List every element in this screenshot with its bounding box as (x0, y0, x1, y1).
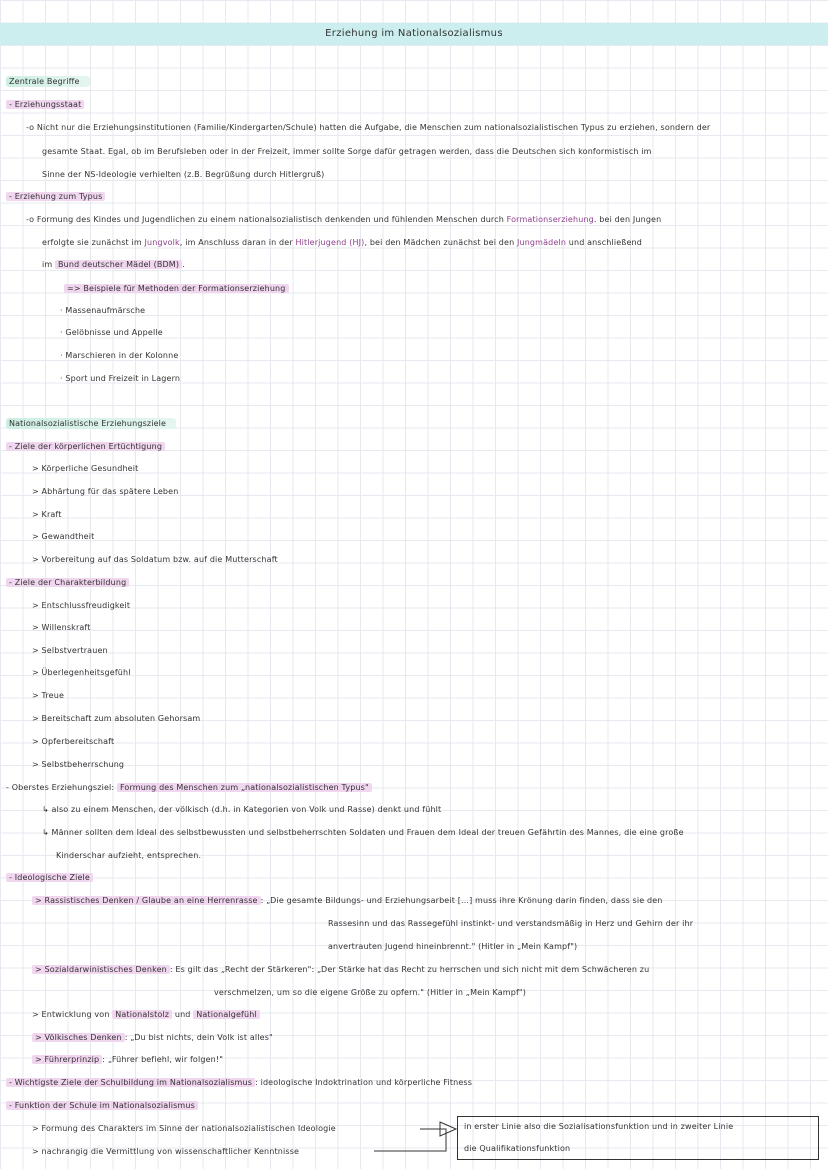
list-item: > Formung des Charakters im Sinne der nationalsozialistischen Ideologie (32, 1124, 336, 1133)
list-item: > Opferbereitschaft (32, 737, 115, 746)
text-line: -o Nicht nur die Erziehungsinstitutionen (Familie/Kindergarten/Schule) hatten die Aufgabe, die Menschen zum nationalsozialistischen Typus zu erziehen, sondern der (26, 123, 711, 132)
box-line: die Qualifikationsfunktion (464, 1144, 571, 1153)
list-item: · Marschieren in der Kolonne (60, 351, 179, 360)
bullet-charakterbildung: - Ziele der Charakterbildung (6, 577, 129, 589)
list-item: > Bereitschaft zum absoluten Gehorsam (32, 714, 201, 723)
list-item: · Sport und Freizeit in Lagern (60, 374, 181, 383)
box-line: in erster Linie also die Sozialisationsfunktion und in zweiter Linie (464, 1122, 734, 1131)
text-line: Sinne der NS-Ideologie verhielten (z.B. Begrüßung durch Hitlergruß) (42, 170, 325, 179)
text-line: > Führerprinzip : „Führer befiehl, wir folgen!" (32, 1054, 223, 1066)
list-item: > Treue (32, 691, 65, 700)
list-item: > Vorbereitung auf das Soldatum bzw. auf die Mutterschaft (32, 555, 278, 564)
text-line: anvertrauten Jugend hineinbrennt." (Hitler in „Mein Kampf") (328, 942, 578, 951)
bullet-schulbildung: - Wichtigste Ziele der Schulbildung im Nationalsozialismus : ideologische Indoktrination und körperliche Fitness (6, 1077, 472, 1089)
page-title: Erziehung im Nationalsozialismus (325, 28, 503, 39)
list-item: > Überlegenheitsgefühl (32, 668, 131, 677)
arrow-connector (370, 1118, 460, 1158)
list-item: · Gelöbnisse und Appelle (60, 328, 163, 337)
text-line: > Sozialdarwinistisches Denken : Es gilt das „Recht der Stärkeren": „Der Stärke hat das Recht zu herrschen und sich nicht mit dem Schwächeren zu (32, 964, 649, 976)
list-item: > Willenskraft (32, 623, 91, 632)
list-item: > Abhärtung für das spätere Leben (32, 487, 179, 496)
text-line: -o Formung des Kindes und Jugendlichen zu einem nationalsozialistisch denkenden und fühlenden Menschen durch Formationserziehung. bei den Jungen (26, 215, 662, 224)
bullet-ideologische-ziele: - Ideologische Ziele (6, 872, 93, 884)
bullet-oberstes-ziel: - Oberstes Erziehungsziel: Formung des Menschen zum „nationalsozialistischen Typus" (6, 782, 372, 794)
section-heading-erziehungsziele: Nationalsozialistische Erziehungsziele (6, 418, 176, 430)
list-item: · Massenaufmärsche (60, 306, 146, 315)
text-line: ↳ also zu einem Menschen, der völkisch (d.h. in Kategorien von Volk und Rasse) denkt und fühlt (42, 805, 442, 814)
list-item: > Selbstvertrauen (32, 646, 108, 655)
list-item: > Selbstbeherrschung (32, 760, 125, 769)
bullet-koerperliche-ertuechtigung: - Ziele der körperlichen Ertüchtigung (6, 441, 165, 453)
examples-label: => Beispiele für Methoden der Formationserziehung (64, 283, 289, 295)
bullet-erziehung-zum-typus: - Erziehung zum Typus (6, 191, 105, 203)
text-line: ↳ Männer sollten dem Ideal des selbstbewussten und selbstbeherrschten Soldaten und Frauen dem Ideal der treuen Gefährtin des Mannes, die eine große (42, 828, 684, 837)
list-item: > Körperliche Gesundheit (32, 464, 139, 473)
text-line: Kinderschar aufzieht, entsprechen. (56, 851, 202, 860)
text-line: > Entwicklung von Nationalstolz und Nationalgefühl (32, 1009, 260, 1021)
text-line: im Bund deutscher Mädel (BDM) . (42, 260, 185, 269)
text-line: > Völkisches Denken : „Du bist nichts, dein Volk ist alles" (32, 1032, 273, 1044)
section-heading-zentrale-begriffe: Zentrale Begriffe (6, 76, 90, 88)
text-line: erfolgte sie zunächst im Jungvolk, im Anschluss daran in der Hitlerjugend (HJ), bei den Mädchen zunächst bei den Jungmädeln und anschließend (42, 238, 643, 247)
bullet-erziehungsstaat: - Erziehungsstaat (6, 99, 84, 111)
list-item: > Gewandtheit (32, 532, 95, 541)
text-line: gesamte Staat. Egal, ob im Berufsleben oder in der Freizeit, immer sollte Sorge dafür getragen werden, dass die Deutschen sich konformistisch im (42, 147, 652, 156)
list-item: > Kraft (32, 510, 62, 519)
text-line: Rassesinn und das Rassegefühl instinkt- und verstandsmäßig in Herz und Gehirn der ihr (328, 919, 694, 928)
list-item: > Entschlussfreudigkeit (32, 601, 131, 610)
list-item: > nachrangig die Vermittlung von wissenschaftlicher Kenntnisse (32, 1147, 300, 1156)
text-line: > Rassistisches Denken / Glaube an eine Herrenrasse : „Die gesamte Bildungs- und Erziehungsarbeit [...] muss ihre Krönung darin finden, dass sie den (32, 895, 663, 907)
bullet-funktion-schule: - Funktion der Schule im Nationalsozialismus (6, 1100, 198, 1112)
text-line: verschmelzen, um so die eigene Größe zu opfern." (Hitler in „Mein Kampf") (214, 988, 527, 997)
